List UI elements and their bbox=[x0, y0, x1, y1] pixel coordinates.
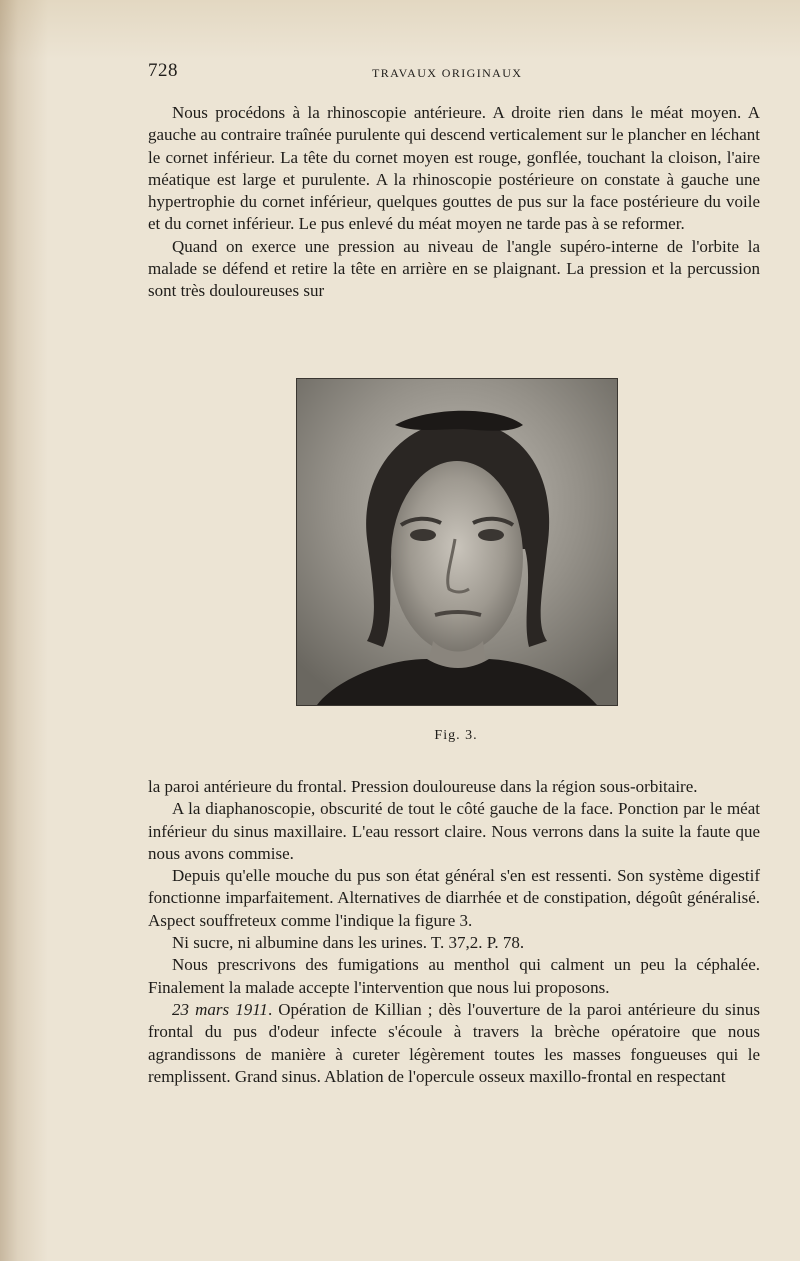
paragraph: la paroi antérieure du frontal. Pression douloureuse dans la région sous-orbitaire. bbox=[148, 777, 698, 796]
paragraph: A la diaphanoscopie, obscurité de tout le côté gauche de la face. Ponction par le méat inférieur du sinus maxillaire. L'eau ressort claire. Nous verrons dans la suite la faute que nous avons commise. bbox=[148, 799, 760, 863]
paragraph: Nous procédons à la rhinoscopie antérieure. A droite rien dans le méat moyen. A gauche au contraire traînée purulente qui descend verticalement sur le plancher en léchant le cornet inférieur. La tête du cornet moyen est rouge, gonflée, touchant la cloison, l'aire méatique est large et purulente. A la rhinoscopie postérieure on constate à gauche une hypertrophie du cornet inférieur, quelques gouttes de pus sur la face postérieure du voile et du cornet inférieur. Le pus enlevé du méat moyen ne tarde pas à se reformer. bbox=[148, 103, 760, 234]
left-eye bbox=[410, 529, 436, 541]
paragraph: Nous prescrivons des fumigations au menthol qui calment un peu la céphalée. Finalement la malade accepte l'intervention que nous lui proposons. bbox=[148, 955, 760, 997]
running-title: TRAVAUX ORIGINAUX bbox=[372, 66, 523, 80]
text-block-bottom bbox=[148, 776, 760, 1088]
paragraph: Depuis qu'elle mouche du pus son état général s'en est ressenti. Son système digestif fonctionne imparfaitement. Alternatives de diarrhée et de constipation, dégoût généralisé. Aspect souffreteux comme l'indique la figure 3. bbox=[148, 866, 760, 930]
running-head bbox=[148, 60, 760, 88]
operation-text: . Opération de Killian ; dès l'ouverture de la paroi antérieure du sinus frontal du pus d'odeur infecte s'écoule à travers la brèche opératoire que nous agrandissons de manière à cureter légèrement toutes les masses fongueuses qui le remplissent. Grand sinus. Ablation de l'opercule osseux maxillo-frontal en respectant bbox=[148, 999, 760, 1086]
text-block-top bbox=[148, 102, 760, 303]
page-number: 728 bbox=[148, 60, 178, 81]
portrait-photo bbox=[297, 379, 617, 705]
figure-caption: Fig. 3. bbox=[434, 728, 478, 743]
figure-photograph bbox=[296, 378, 618, 706]
face bbox=[391, 461, 523, 653]
paragraph-operation bbox=[148, 999, 760, 1088]
operation-date: 23 mars 1911 bbox=[172, 999, 268, 1019]
paragraph: Quand on exerce une pression au niveau de l'angle supéro-interne de l'orbite la malade se défend et retire la tête en arrière en se plaignant. La pression et la percussion sont très douloureuses sur bbox=[148, 236, 760, 301]
paragraph: Ni sucre, ni albumine dans les urines. T. 37,2. P. 78. bbox=[172, 933, 525, 953]
right-eye bbox=[478, 529, 504, 541]
